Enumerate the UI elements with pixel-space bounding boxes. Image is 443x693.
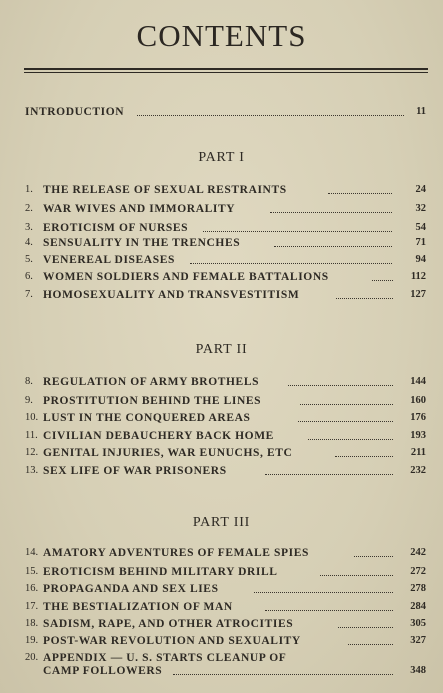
- toc-entry-label: AMATORY ADVENTURES OF FEMALE SPIES: [43, 547, 309, 559]
- toc-entry-label: THE BESTIALIZATION OF MAN: [43, 601, 233, 613]
- toc-entry-number: 4.: [25, 237, 33, 248]
- leader-dots: [265, 473, 393, 475]
- toc-page-number: 32: [415, 203, 426, 214]
- toc-entry-label: SEX LIFE OF WAR PRISONERS: [43, 465, 227, 477]
- toc-entry[interactable]: [25, 221, 426, 235]
- toc-entry[interactable]: [25, 565, 426, 579]
- leader-dots: [335, 455, 393, 457]
- toc-entry[interactable]: [25, 429, 426, 443]
- toc-page-number: 54: [415, 222, 426, 233]
- toc-entry[interactable]: [25, 464, 426, 478]
- toc-page-number: 348: [410, 665, 426, 676]
- toc-entry[interactable]: [25, 546, 426, 560]
- leader-dots: [354, 555, 393, 557]
- toc-entry-number: 19.: [25, 635, 39, 646]
- toc-entry-label: SENSUALITY IN THE TRENCHES: [43, 237, 241, 249]
- toc-entry-label: PROPAGANDA AND SEX LIES: [43, 583, 219, 595]
- toc-page-number: 305: [410, 618, 426, 629]
- toc-entry[interactable]: [25, 617, 426, 631]
- toc-entry-number: 3.: [25, 222, 33, 233]
- toc-entry-label: POST-WAR REVOLUTION AND SEXUALITY: [43, 635, 301, 647]
- toc-entry[interactable]: [25, 270, 426, 284]
- toc-entry-number: 18.: [25, 618, 39, 629]
- leader-dots: [265, 609, 393, 611]
- toc-entry[interactable]: [25, 183, 426, 197]
- leader-dots: [338, 626, 393, 628]
- toc-entry-number: 11.: [25, 430, 38, 441]
- part-heading-2: PART II: [195, 342, 248, 357]
- toc-entry-number: 5.: [25, 254, 33, 265]
- toc-entry-number: 7.: [25, 289, 33, 300]
- toc-page-number: 232: [410, 465, 426, 476]
- toc-entry[interactable]: [25, 582, 426, 596]
- part-heading-1: PART I: [198, 150, 245, 165]
- toc-entry[interactable]: [25, 411, 426, 425]
- toc-page-number: 160: [410, 395, 426, 406]
- toc-entry-number: 2.: [25, 203, 33, 214]
- toc-entry[interactable]: [25, 253, 426, 267]
- toc-entry[interactable]: [25, 651, 426, 665]
- toc-page-number: 272: [410, 566, 426, 577]
- title-rule-thick: [24, 68, 428, 70]
- toc-entry-label: WOMEN SOLDIERS AND FEMALE BATTALIONS: [43, 271, 329, 283]
- leader-dots: [328, 192, 392, 194]
- toc-entry[interactable]: [25, 446, 426, 460]
- toc-entry-number: 15.: [25, 566, 39, 577]
- toc-entry-label: EROTICISM OF NURSES: [43, 222, 189, 234]
- toc-entry-label: REGULATION OF ARMY BROTHELS: [43, 376, 260, 388]
- toc-page-number: 242: [410, 547, 426, 558]
- toc-page-number: 284: [410, 601, 426, 612]
- toc-entry-number: 20.: [25, 652, 39, 663]
- toc-page-number: 193: [410, 430, 426, 441]
- toc-page-number: 327: [410, 635, 426, 646]
- toc-entry-number: 12.: [25, 447, 39, 458]
- toc-entry-number: 1.: [25, 184, 33, 195]
- toc-entry-number: 16.: [25, 583, 39, 594]
- toc-page-number: 176: [410, 412, 426, 423]
- toc-entry-number: 13.: [25, 465, 39, 476]
- toc-entry-label: SADISM, RAPE, AND OTHER ATROCITIES: [43, 618, 294, 630]
- toc-page-number: 211: [410, 447, 426, 458]
- toc-entry[interactable]: [25, 375, 426, 389]
- toc-entry-label: CIVILIAN DEBAUCHERY BACK HOME: [43, 430, 274, 442]
- toc-entry-label: APPENDIX — U. S. STARTS CLEANUP OF: [43, 652, 287, 664]
- toc-entry-label: VENEREAL DISEASES: [43, 254, 175, 266]
- title-rule-thin: [24, 72, 428, 73]
- toc-page-number: 24: [415, 184, 426, 195]
- leader-dots: [288, 384, 393, 386]
- part-heading-3: PART III: [192, 515, 251, 530]
- toc-page-number: 127: [410, 289, 426, 300]
- toc-entry-number: 10.: [25, 412, 39, 423]
- toc-entry-label: WAR WIVES AND IMMORALITY: [43, 203, 236, 215]
- leader-dots: [137, 114, 404, 116]
- toc-page-number: 11: [416, 106, 426, 117]
- toc-entry[interactable]: [25, 394, 426, 408]
- toc-page-number: 94: [415, 254, 426, 265]
- toc-page-number: 144: [410, 376, 426, 387]
- leader-dots: [336, 297, 393, 299]
- leader-dots: [298, 420, 393, 422]
- toc-entry-appendix-continuation[interactable]: [25, 664, 426, 678]
- toc-entry-number: 6.: [25, 271, 33, 282]
- toc-entry-label: CAMP FOLLOWERS: [43, 665, 163, 677]
- leader-dots: [348, 643, 393, 645]
- toc-entry-number: 9.: [25, 395, 33, 406]
- toc-entry[interactable]: [25, 634, 426, 648]
- toc-page-number: 71: [415, 237, 426, 248]
- leader-dots: [300, 403, 393, 405]
- leader-dots: [274, 245, 392, 247]
- toc-entry-label: GENITAL INJURIES, WAR EUNUCHS, ETC: [43, 447, 293, 459]
- toc-entry-label: LUST IN THE CONQUERED AREAS: [43, 412, 251, 424]
- toc-entry-number: 17.: [25, 601, 39, 612]
- toc-page-number: 278: [410, 583, 426, 594]
- toc-entry-label: PROSTITUTION BEHIND THE LINES: [43, 395, 262, 407]
- toc-entry-label: INTRODUCTION: [25, 106, 125, 118]
- toc-entry-label: THE RELEASE OF SEXUAL RESTRAINTS: [43, 184, 287, 196]
- page-title: CONTENTS: [136, 18, 307, 53]
- leader-dots: [254, 591, 393, 593]
- leader-dots: [190, 262, 392, 264]
- toc-entry-number: 8.: [25, 376, 33, 387]
- toc-entry[interactable]: [25, 600, 426, 614]
- toc-entry-label: EROTICISM BEHIND MILITARY DRILL: [43, 566, 278, 578]
- leader-dots: [320, 574, 393, 576]
- toc-entry[interactable]: [25, 202, 426, 216]
- leader-dots: [308, 438, 393, 440]
- leader-dots: [372, 279, 393, 281]
- leader-dots: [270, 211, 392, 213]
- toc-entry-number: 14.: [25, 547, 39, 558]
- toc-entry-introduction[interactable]: [25, 105, 426, 119]
- toc-entry[interactable]: [25, 236, 426, 250]
- toc-page-number: 112: [410, 271, 426, 282]
- leader-dots: [173, 673, 393, 675]
- toc-entry[interactable]: [25, 288, 426, 302]
- leader-dots: [203, 230, 392, 232]
- toc-entry-label: HOMOSEXUALITY AND TRANSVESTITISM: [43, 289, 300, 301]
